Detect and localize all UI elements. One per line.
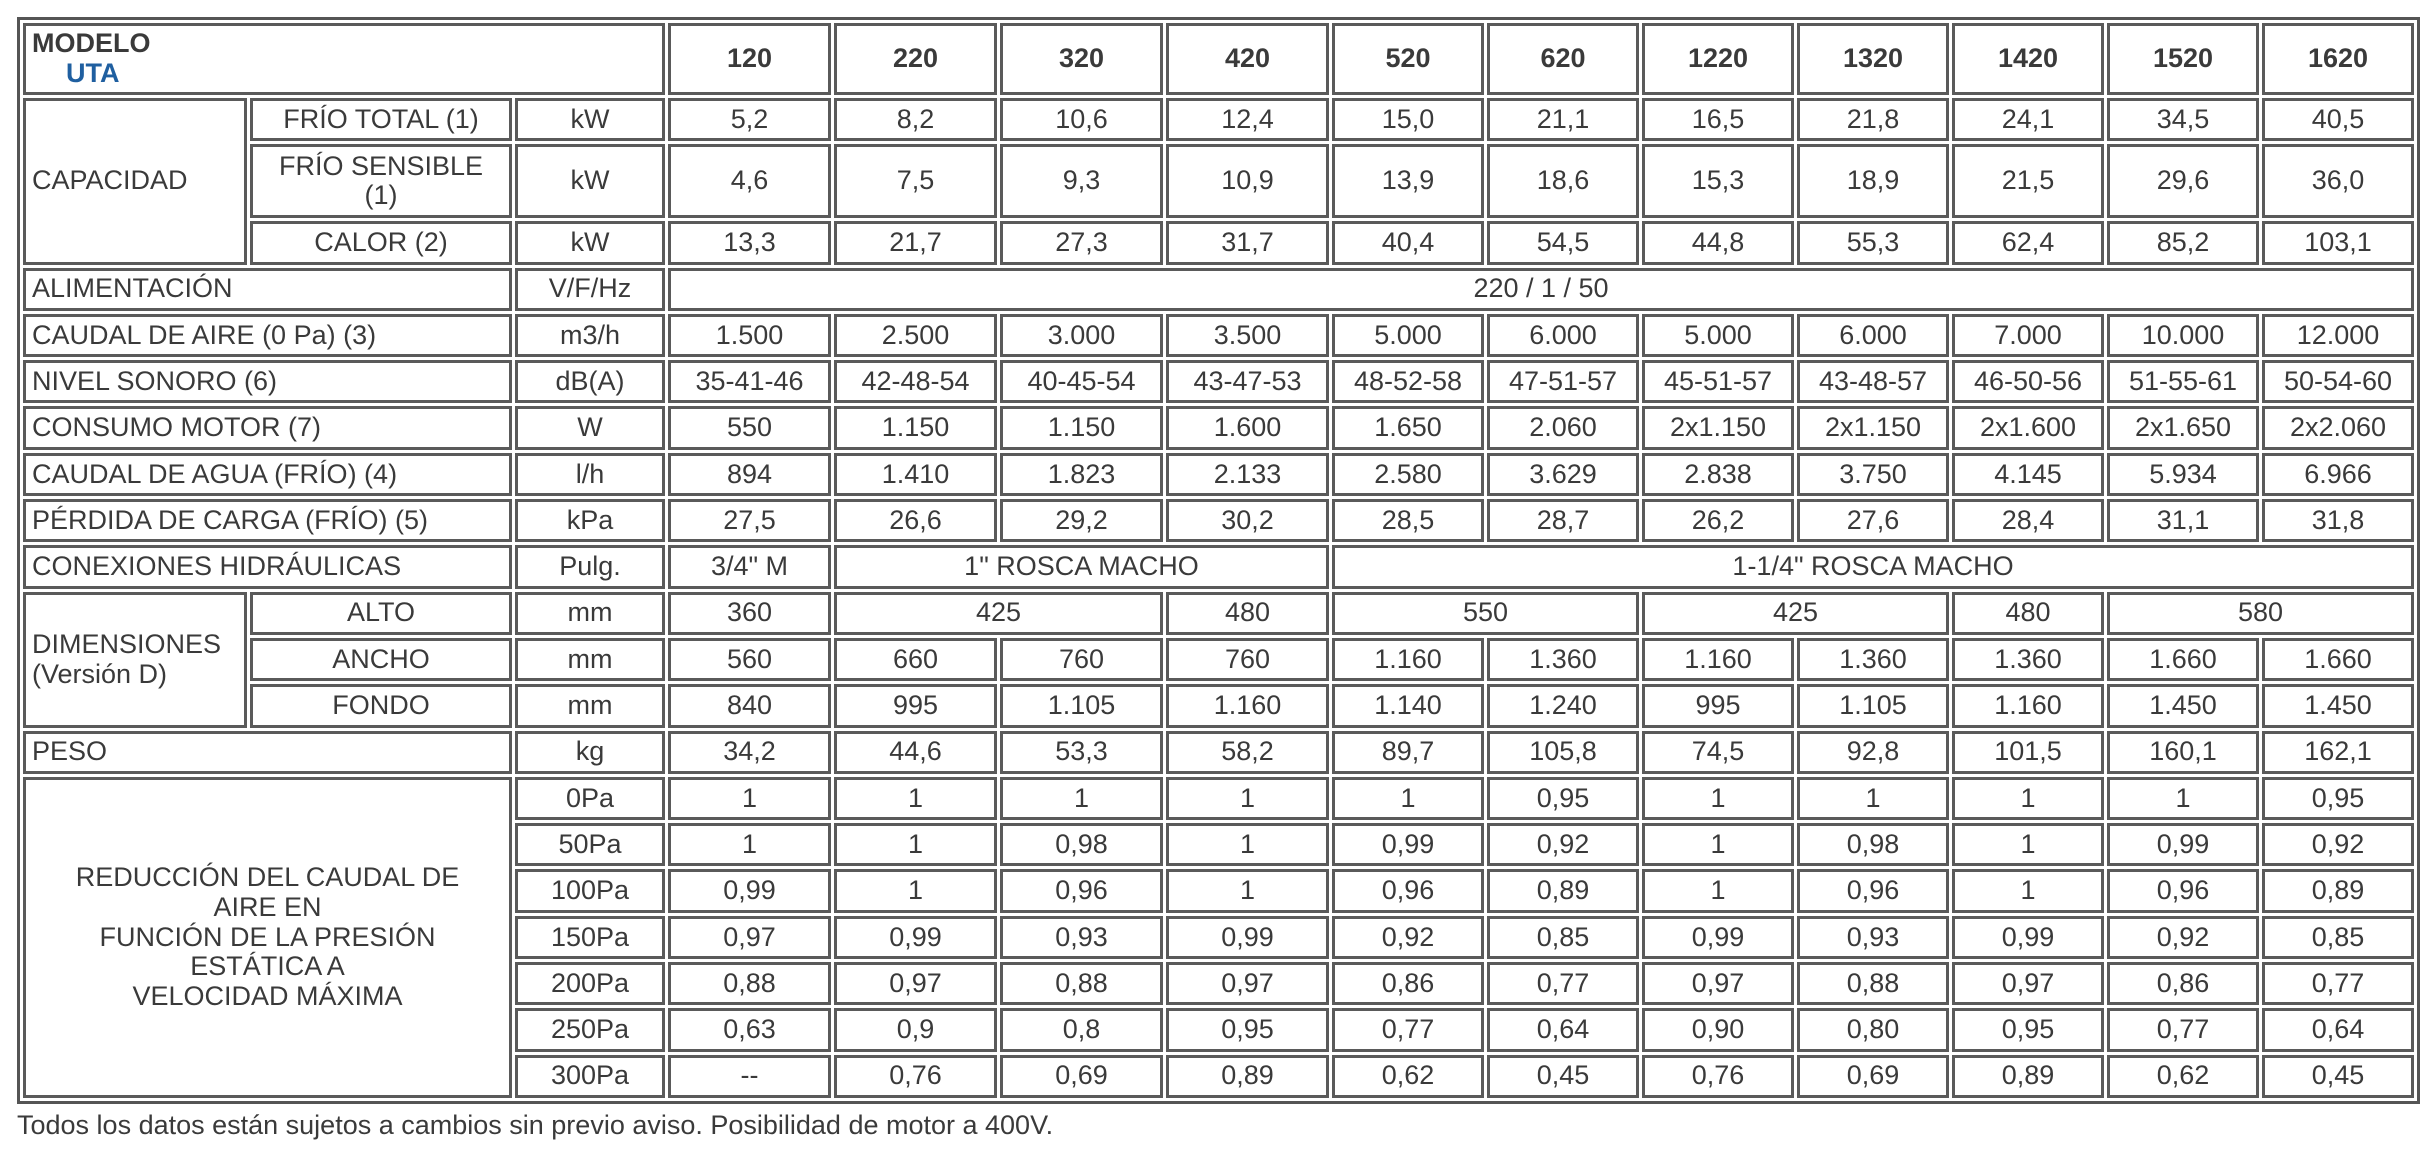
caudal-agua-row	[23, 453, 2414, 496]
value-cell: 0,93	[1797, 916, 1949, 959]
alimentacion-row	[23, 268, 2414, 311]
pressure-cell: 250Pa	[515, 1008, 665, 1051]
row-unit: l/h	[515, 453, 665, 496]
value-cell: 425	[834, 592, 1163, 635]
value-cell: 894	[668, 453, 831, 496]
ancho-row	[23, 638, 2414, 681]
value-cell: 0,77	[2107, 1008, 2259, 1051]
value-cell: 1	[668, 777, 831, 820]
value-cell: 40,4	[1332, 221, 1484, 264]
value-cell: 0,95	[1952, 1008, 2104, 1051]
value-cell: 1	[1797, 777, 1949, 820]
row-unit: W	[515, 406, 665, 449]
value-cell: 0,93	[1000, 916, 1163, 959]
value-cell: 44,6	[834, 731, 997, 774]
value-cell: 0,88	[1797, 962, 1949, 1005]
footnote: Todos los datos están sujetos a cambios sin previo aviso. Posibilidad de motor a 400V.	[17, 1110, 1054, 1140]
row-label: NIVEL SONORO (6)	[23, 360, 512, 403]
value-cell: 2x2.060	[2262, 406, 2414, 449]
value-cell: 550	[1332, 592, 1639, 635]
value-cell: 21,1	[1487, 98, 1639, 141]
value-cell: 5.934	[2107, 453, 2259, 496]
value-cell: 3/4" M	[668, 545, 831, 588]
model-header: 1320	[1797, 23, 1949, 95]
value-cell: 31,8	[2262, 499, 2414, 542]
value-cell: 480	[1166, 592, 1329, 635]
row-label: FRÍO TOTAL (1)	[250, 98, 512, 141]
value-cell: 10.000	[2107, 314, 2259, 357]
value-cell: 10,9	[1166, 144, 1329, 218]
value-cell: 26,2	[1642, 499, 1794, 542]
value-cell: 160,1	[2107, 731, 2259, 774]
spec-table	[17, 17, 2420, 1104]
row-unit: mm	[515, 638, 665, 681]
value-cell: 0,95	[1166, 1008, 1329, 1051]
value-cell: 5.000	[1332, 314, 1484, 357]
value-cell: 29,6	[2107, 144, 2259, 218]
value-cell: 30,2	[1166, 499, 1329, 542]
row-label: CAUDAL DE AGUA (FRÍO) (4)	[23, 453, 512, 496]
value-cell: 43-48-57	[1797, 360, 1949, 403]
value-cell: 21,8	[1797, 98, 1949, 141]
value-cell: 0,64	[2262, 1008, 2414, 1051]
value-cell: 1.160	[1952, 684, 2104, 727]
model-header: 520	[1332, 23, 1484, 95]
value-cell: 3.629	[1487, 453, 1639, 496]
row-label: CALOR (2)	[250, 221, 512, 264]
value-cell: 1.450	[2107, 684, 2259, 727]
value-cell: 0,97	[1166, 962, 1329, 1005]
value-cell: 1	[1332, 777, 1484, 820]
value-cell: 425	[1642, 592, 1949, 635]
reduccion-label-line: REDUCCIÓN DEL CAUDAL DE	[75, 862, 460, 893]
dimensiones-group-label	[23, 592, 247, 728]
value-cell: 9,3	[1000, 144, 1163, 218]
value-cell: 7,5	[834, 144, 997, 218]
header-row	[23, 23, 2414, 95]
value-cell: 1	[1952, 823, 2104, 866]
value-cell: 27,3	[1000, 221, 1163, 264]
value-cell: 0,88	[1000, 962, 1163, 1005]
value-cell: 28,5	[1332, 499, 1484, 542]
reduccion-row-0pa	[23, 777, 2414, 820]
row-label: ANCHO	[250, 638, 512, 681]
value-cell: 18,6	[1487, 144, 1639, 218]
row-unit: V/F/Hz	[515, 268, 665, 311]
value-cell: 1.160	[1642, 638, 1794, 681]
reduccion-group-label	[23, 777, 512, 1098]
row-unit: kPa	[515, 499, 665, 542]
value-cell: 51-55-61	[2107, 360, 2259, 403]
value-cell: 2.500	[834, 314, 997, 357]
uta-label: UTA	[66, 58, 120, 88]
value-cell: 550	[668, 406, 831, 449]
value-cell: 0,99	[2107, 823, 2259, 866]
value-cell: 0,9	[834, 1008, 997, 1051]
value-cell: 44,8	[1642, 221, 1794, 264]
model-header: 620	[1487, 23, 1639, 95]
dimensiones-label: DIMENSIONES	[32, 628, 222, 659]
value-cell: 4,6	[668, 144, 831, 218]
value-cell: 13,9	[1332, 144, 1484, 218]
value-cell: 62,4	[1952, 221, 2104, 264]
value-cell: 0,97	[668, 916, 831, 959]
row-label: PÉRDIDA DE CARGA (FRÍO) (5)	[23, 499, 512, 542]
value-cell: 760	[1166, 638, 1329, 681]
value-cell: 660	[834, 638, 997, 681]
pressure-cell: 200Pa	[515, 962, 665, 1005]
value-cell: 0,77	[2262, 962, 2414, 1005]
pressure-cell: 0Pa	[515, 777, 665, 820]
value-cell: 480	[1952, 592, 2104, 635]
value-cell: 15,0	[1332, 98, 1484, 141]
model-header: 1620	[2262, 23, 2414, 95]
value-cell: 0,96	[2107, 869, 2259, 912]
value-cell: 35-41-46	[668, 360, 831, 403]
value-cell: 2x1.150	[1797, 406, 1949, 449]
value-cell: 0,95	[2262, 777, 2414, 820]
value-cell: 1.360	[1487, 638, 1639, 681]
calor-row	[23, 221, 2414, 264]
value-cell: 31,1	[2107, 499, 2259, 542]
row-label: ALTO	[250, 592, 512, 635]
pressure-cell: 100Pa	[515, 869, 665, 912]
value-cell: 1.650	[1332, 406, 1484, 449]
value-cell: 0,64	[1487, 1008, 1639, 1051]
value-cell: 560	[668, 638, 831, 681]
model-header: 320	[1000, 23, 1163, 95]
row-unit: mm	[515, 684, 665, 727]
value-cell: 1.160	[1332, 638, 1484, 681]
value-cell: 0,89	[1166, 1055, 1329, 1098]
value-cell: 7.000	[1952, 314, 2104, 357]
row-label: PESO	[23, 731, 512, 774]
value-cell: 0,99	[668, 869, 831, 912]
value-cell: 43-47-53	[1166, 360, 1329, 403]
value-cell: 27,6	[1797, 499, 1949, 542]
row-label: CONEXIONES HIDRÁULICAS	[23, 545, 512, 588]
value-cell: 0,96	[1332, 869, 1484, 912]
value-cell: 1	[1000, 777, 1163, 820]
value-cell: 27,5	[668, 499, 831, 542]
value-cell: 1.660	[2262, 638, 2414, 681]
value-cell: 1.240	[1487, 684, 1639, 727]
value-cell: 12,4	[1166, 98, 1329, 141]
model-header: 1420	[1952, 23, 2104, 95]
value-cell: 995	[834, 684, 997, 727]
value-cell: 2.060	[1487, 406, 1639, 449]
value-cell: 28,4	[1952, 499, 2104, 542]
row-unit: kW	[515, 144, 665, 218]
value-cell: 54,5	[1487, 221, 1639, 264]
value-cell: 21,5	[1952, 144, 2104, 218]
row-unit: kW	[515, 98, 665, 141]
version-label: (Versión D)	[32, 658, 168, 689]
value-cell: 1.150	[1000, 406, 1163, 449]
value-cell: 0,77	[1332, 1008, 1484, 1051]
value-cell: 1	[1642, 777, 1794, 820]
nivel-sonoro-row	[23, 360, 2414, 403]
value-cell: 1.150	[834, 406, 997, 449]
value-cell: 0,86	[1332, 962, 1484, 1005]
value-cell: 1	[834, 777, 997, 820]
caudal-aire-row	[23, 314, 2414, 357]
value-cell: 6.000	[1487, 314, 1639, 357]
value-cell: 1.360	[1797, 638, 1949, 681]
value-cell: 0,92	[1487, 823, 1639, 866]
value-cell: 0,86	[2107, 962, 2259, 1005]
value-cell: 92,8	[1797, 731, 1949, 774]
value-cell: 50-54-60	[2262, 360, 2414, 403]
reduccion-label-line: VELOCIDAD MÁXIMA	[132, 980, 403, 1011]
value-cell: 101,5	[1952, 731, 2104, 774]
reduccion-label-line: AIRE EN	[213, 891, 322, 922]
value-cell: 1-1/4" ROSCA MACHO	[1332, 545, 2414, 588]
value-cell: 0,99	[834, 916, 997, 959]
value-cell: 2.580	[1332, 453, 1484, 496]
value-cell: 0,80	[1797, 1008, 1949, 1051]
row-unit: m3/h	[515, 314, 665, 357]
fondo-row	[23, 684, 2414, 727]
value-cell: 6.000	[1797, 314, 1949, 357]
row-label: FONDO	[250, 684, 512, 727]
value-cell: 0,76	[1642, 1055, 1794, 1098]
frio-sensible-row	[23, 144, 2414, 218]
value-cell: 1.410	[834, 453, 997, 496]
conexiones-row	[23, 545, 2414, 588]
value-cell: 29,2	[1000, 499, 1163, 542]
value-cell: 28,7	[1487, 499, 1639, 542]
value-cell: 0,8	[1000, 1008, 1163, 1051]
value-cell: 1.160	[1166, 684, 1329, 727]
value-cell: 1	[1952, 777, 2104, 820]
row-unit: kW	[515, 221, 665, 264]
value-cell: 89,7	[1332, 731, 1484, 774]
value-cell: 8,2	[834, 98, 997, 141]
value-cell: 40,5	[2262, 98, 2414, 141]
value-cell: 760	[1000, 638, 1163, 681]
value-cell: 10,6	[1000, 98, 1163, 141]
model-label-cell	[23, 23, 665, 95]
pressure-cell: 50Pa	[515, 823, 665, 866]
value-cell: 1.140	[1332, 684, 1484, 727]
value-cell: 0,89	[1952, 1055, 2104, 1098]
value-cell: 55,3	[1797, 221, 1949, 264]
value-cell: 0,96	[1797, 869, 1949, 912]
reduccion-label-line: ESTÁTICA A	[190, 951, 345, 982]
peso-row	[23, 731, 2414, 774]
value-cell: 103,1	[2262, 221, 2414, 264]
row-unit: Pulg.	[515, 545, 665, 588]
value-cell: 0,97	[1952, 962, 2104, 1005]
value-cell: 580	[2107, 592, 2414, 635]
value-cell: 36,0	[2262, 144, 2414, 218]
value-cell: 1	[1642, 869, 1794, 912]
value-cell: 21,7	[834, 221, 997, 264]
value-cell: 2.838	[1642, 453, 1794, 496]
value-cell: 31,7	[1166, 221, 1329, 264]
spec-table-body	[23, 23, 2414, 1098]
value-cell: 0,99	[1952, 916, 2104, 959]
model-header: 1220	[1642, 23, 1794, 95]
value-cell: 6.966	[2262, 453, 2414, 496]
reduccion-label-line: FUNCIÓN DE LA PRESIÓN	[99, 921, 436, 952]
value-cell: 4.145	[1952, 453, 2104, 496]
value-cell: 0,69	[1000, 1055, 1163, 1098]
value-cell: 1	[2107, 777, 2259, 820]
value-cell: 0,97	[1642, 962, 1794, 1005]
value-cell: --	[668, 1055, 831, 1098]
value-cell: 3.000	[1000, 314, 1163, 357]
value-cell: 1	[1642, 823, 1794, 866]
capacidad-group-label: CAPACIDAD	[23, 98, 247, 265]
value-cell: 0,89	[2262, 869, 2414, 912]
value-cell: 0,76	[834, 1055, 997, 1098]
value-cell: 0,69	[1797, 1055, 1949, 1098]
value-cell: 1	[1166, 777, 1329, 820]
value-cell: 5,2	[668, 98, 831, 141]
value-cell: 15,3	[1642, 144, 1794, 218]
frio-total-row	[23, 98, 2414, 141]
value-cell: 48-52-58	[1332, 360, 1484, 403]
value-cell: 0,90	[1642, 1008, 1794, 1051]
value-cell: 0,85	[1487, 916, 1639, 959]
value-cell: 1.105	[1797, 684, 1949, 727]
value-cell: 1.600	[1166, 406, 1329, 449]
value-cell: 45-51-57	[1642, 360, 1794, 403]
value-cell: 24,1	[1952, 98, 2104, 141]
value-cell: 0,92	[2107, 916, 2259, 959]
value-cell: 0,99	[1332, 823, 1484, 866]
model-header: 1520	[2107, 23, 2259, 95]
value-cell: 34,2	[668, 731, 831, 774]
value-cell: 47-51-57	[1487, 360, 1639, 403]
value-cell: 3.500	[1166, 314, 1329, 357]
value-cell: 0,99	[1166, 916, 1329, 959]
row-label: CAUDAL DE AIRE (0 Pa) (3)	[23, 314, 512, 357]
value-cell: 0,99	[1642, 916, 1794, 959]
value-cell: 1	[834, 823, 997, 866]
value-cell: 0,98	[1000, 823, 1163, 866]
value-cell: 34,5	[2107, 98, 2259, 141]
row-label: CONSUMO MOTOR (7)	[23, 406, 512, 449]
value-cell: 2x1.650	[2107, 406, 2259, 449]
value-cell: 0,62	[1332, 1055, 1484, 1098]
value-cell: 0,98	[1797, 823, 1949, 866]
value-cell: 1.500	[668, 314, 831, 357]
value-cell: 2x1.600	[1952, 406, 2104, 449]
value-cell: 0,95	[1487, 777, 1639, 820]
value-cell: 0,97	[834, 962, 997, 1005]
value-cell: 58,2	[1166, 731, 1329, 774]
value-cell: 360	[668, 592, 831, 635]
value-cell: 74,5	[1642, 731, 1794, 774]
value-cell: 0,45	[2262, 1055, 2414, 1098]
value-cell: 1	[1166, 823, 1329, 866]
value-cell: 53,3	[1000, 731, 1163, 774]
value-cell: 1.450	[2262, 684, 2414, 727]
value-cell: 0,62	[2107, 1055, 2259, 1098]
row-unit: mm	[515, 592, 665, 635]
value-cell: 0,45	[1487, 1055, 1639, 1098]
value-cell: 1.823	[1000, 453, 1163, 496]
value-cell: 0,77	[1487, 962, 1639, 1005]
value-cell: 2.133	[1166, 453, 1329, 496]
value-cell: 0,92	[2262, 823, 2414, 866]
modelo-label: MODELO	[32, 28, 151, 59]
value-cell: 3.750	[1797, 453, 1949, 496]
value-cell: 0,88	[668, 962, 831, 1005]
model-header: 220	[834, 23, 997, 95]
value-cell: 162,1	[2262, 731, 2414, 774]
value-cell: 42-48-54	[834, 360, 997, 403]
value-cell: 220 / 1 / 50	[668, 268, 2414, 311]
pressure-cell: 150Pa	[515, 916, 665, 959]
value-cell: 0,85	[2262, 916, 2414, 959]
value-cell: 1	[1952, 869, 2104, 912]
value-cell: 5.000	[1642, 314, 1794, 357]
value-cell: 13,3	[668, 221, 831, 264]
value-cell: 1" ROSCA MACHO	[834, 545, 1329, 588]
value-cell: 1.105	[1000, 684, 1163, 727]
value-cell: 18,9	[1797, 144, 1949, 218]
value-cell: 105,8	[1487, 731, 1639, 774]
value-cell: 1	[668, 823, 831, 866]
row-unit: kg	[515, 731, 665, 774]
value-cell: 995	[1642, 684, 1794, 727]
value-cell: 1	[1166, 869, 1329, 912]
value-cell: 1.360	[1952, 638, 2104, 681]
alto-row	[23, 592, 2414, 635]
value-cell: 2x1.150	[1642, 406, 1794, 449]
value-cell: 85,2	[2107, 221, 2259, 264]
value-cell: 0,89	[1487, 869, 1639, 912]
row-label: FRÍO SENSIBLE (1)	[250, 144, 512, 218]
value-cell: 26,6	[834, 499, 997, 542]
value-cell: 1	[834, 869, 997, 912]
value-cell: 0,63	[668, 1008, 831, 1051]
value-cell: 840	[668, 684, 831, 727]
row-label: ALIMENTACIÓN	[23, 268, 512, 311]
value-cell: 0,96	[1000, 869, 1163, 912]
value-cell: 12.000	[2262, 314, 2414, 357]
value-cell: 46-50-56	[1952, 360, 2104, 403]
pressure-cell: 300Pa	[515, 1055, 665, 1098]
model-header: 120	[668, 23, 831, 95]
value-cell: 0,92	[1332, 916, 1484, 959]
value-cell: 16,5	[1642, 98, 1794, 141]
perdida-carga-row	[23, 499, 2414, 542]
value-cell: 40-45-54	[1000, 360, 1163, 403]
row-unit: dB(A)	[515, 360, 665, 403]
consumo-motor-row	[23, 406, 2414, 449]
value-cell: 1.660	[2107, 638, 2259, 681]
model-header: 420	[1166, 23, 1329, 95]
